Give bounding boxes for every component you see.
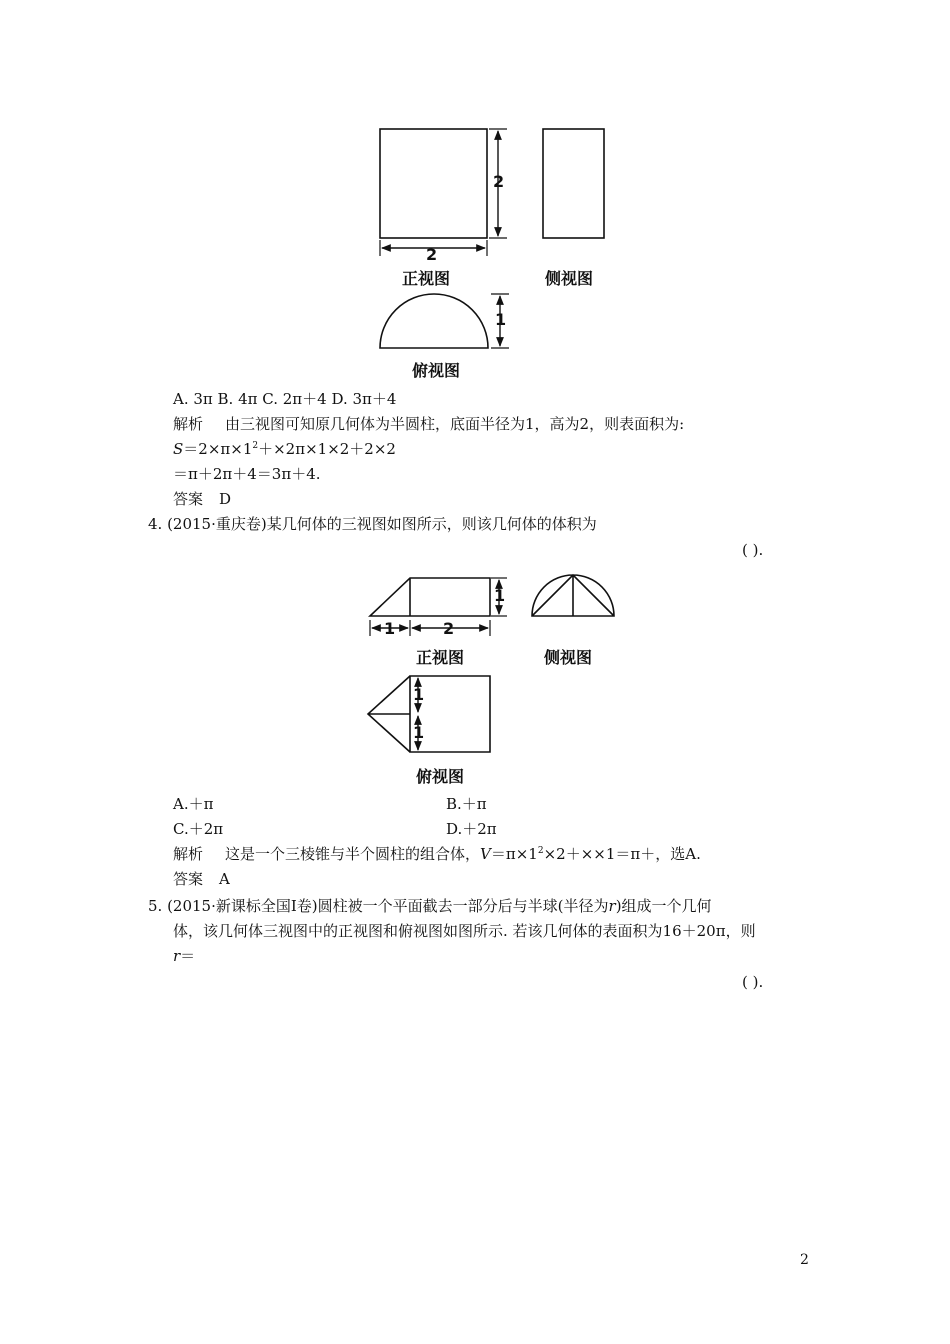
q3-top-view	[380, 294, 488, 348]
analysis-label: 解析	[173, 845, 204, 863]
q4-option-a: A.＋π	[173, 795, 214, 813]
analysis-text: 由三视图可知原几何体为半圆柱，底面半径为1，高为2，则表面积为:	[225, 415, 685, 433]
answer-value: A	[219, 870, 230, 888]
q4-option-b: B.＋π	[446, 795, 487, 813]
formula-exponent: 2	[537, 846, 544, 856]
q3-dim-height-label: 2	[493, 172, 505, 191]
q4-dim-top-b-label: 1	[413, 723, 425, 742]
q3-analysis	[173, 414, 684, 434]
stem-text: 5. (2015·新课标全国Ⅰ卷)圆柱被一个平面截去一部分后与半球(半径为	[148, 897, 609, 915]
q4-dim-top-a-label: 1	[413, 685, 425, 704]
stem-text: ＝	[180, 947, 196, 965]
q3-side-view	[543, 129, 604, 238]
q3-top-caption: 俯视图	[412, 361, 461, 380]
formula-part: ＝π×1	[490, 845, 538, 863]
answer-value: D	[219, 490, 232, 508]
q3-dim-top-label: 1	[495, 310, 507, 329]
formula-var-r: r	[608, 897, 616, 915]
q5-stem-line-3	[173, 946, 195, 966]
q3-formula-1	[173, 439, 396, 459]
q3-options: A. 3π B. 4π C. 2π＋4 D. 3π＋4	[173, 390, 397, 408]
q4-analysis	[173, 844, 701, 864]
formula-var-v: V	[480, 845, 491, 863]
q3-dim-width-label: 2	[426, 245, 438, 264]
q4-top-view	[368, 676, 490, 752]
q3-front-caption: 正视图	[402, 269, 451, 288]
formula-var-s: S	[173, 440, 184, 458]
q4-option-c: C.＋2π	[173, 820, 224, 838]
q3-formula-2: ＝π＋2π＋4＝3π＋4.	[173, 465, 321, 483]
page-number: 2	[800, 1252, 809, 1268]
q4-dim-front-h-label: 1	[494, 586, 506, 605]
q4-side-caption: 侧视图	[544, 648, 593, 667]
formula-var-r: r	[173, 947, 181, 965]
q4-dim-front-a-label: 1	[384, 619, 396, 638]
analysis-label: 解析	[173, 415, 204, 433]
q4-bracket: ( ).	[742, 541, 764, 559]
formula-part: ＝2×π×1	[183, 440, 253, 458]
q4-answer	[173, 869, 230, 889]
q3-answer	[173, 489, 231, 509]
q4-front-view	[370, 578, 490, 616]
answer-label: 答案	[173, 490, 204, 508]
formula-part: ＋×2π×1×2＋2×2	[258, 440, 396, 458]
q5-stem-line-1	[148, 896, 712, 916]
analysis-text: 这是一个三棱锥与半个圆柱的组合体，	[225, 845, 481, 863]
q3-side-caption: 侧视图	[545, 269, 594, 288]
q4-side-view	[532, 575, 614, 616]
q3-front-view	[380, 129, 487, 238]
q4-top-caption: 俯视图	[416, 767, 465, 786]
q4-option-d: D.＋2π	[446, 820, 497, 838]
q4-dim-front-b-label: 2	[443, 619, 455, 638]
q4-front-caption: 正视图	[416, 648, 465, 667]
answer-label: 答案	[173, 870, 204, 888]
q5-bracket: ( ).	[742, 973, 764, 991]
q4-stem: 4. (2015·重庆卷)某几何体的三视图如图所示，则该几何体的体积为	[148, 515, 597, 533]
q5-stem-line-2: 体，该几何体三视图中的正视图和俯视图如图所示. 若该几何体的表面积为16＋20π，则	[173, 922, 756, 940]
formula-exponent: 2	[252, 441, 259, 451]
stem-text: )组成一个几何	[615, 897, 712, 915]
formula-part: ×2＋××1＝π＋，选A.	[543, 845, 701, 863]
